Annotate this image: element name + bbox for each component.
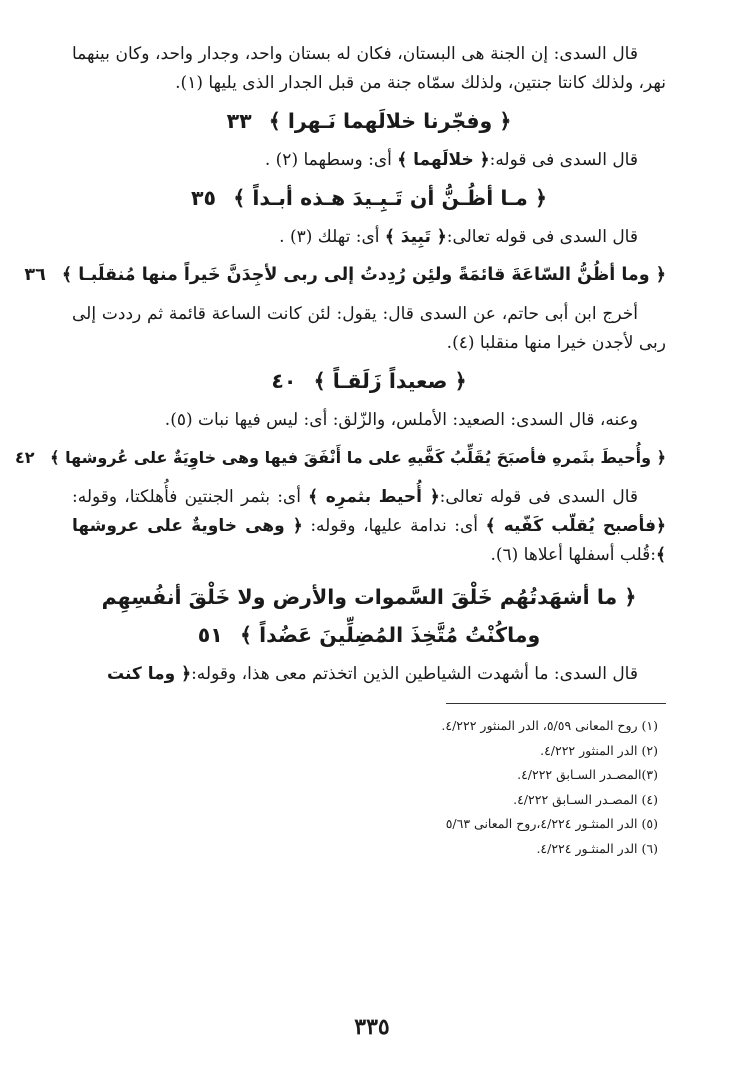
- quote: ﴿ وما كنت: [106, 664, 192, 684]
- text: أى: ندامة عليها، وقوله:: [302, 516, 486, 536]
- verse-number: ٤٢: [15, 448, 35, 467]
- verse-text: ﴿ وما أظُنُّ السّاعَةَ قائمَةً ولئِن رُدِدتُ إلى ربى لأجِدَنَّ خَيراً منها مُنقلَبـا ﴾: [61, 265, 666, 285]
- verse-number: ٣٦: [24, 265, 46, 285]
- verse-text: ﴿ مـا أظُـنُّ أن تَـبِـيدَ هـذه أبـداً ﴾: [233, 186, 547, 210]
- verse-33: [72, 104, 666, 138]
- paragraph-1: قال السدى: إن الجنة هى البستان، فكان له بستان واحد، وجدار واحد، وكان بينهما نهر، ولذلك كانتا جنتين، ولذلك سمّاه جنة من قبل الجدار الذى يليها (١).: [72, 44, 666, 93]
- text: أى: وسطهما (٢) .: [264, 150, 398, 170]
- paragraph-6: [72, 483, 666, 570]
- verse-36: [24, 258, 666, 292]
- quote: ﴿ خلالَهما ﴾: [397, 150, 490, 170]
- verse-number: ٣٥: [191, 186, 217, 210]
- verse-51-line-1: [72, 580, 666, 614]
- text: قال السدى فى قوله:: [489, 150, 638, 170]
- quote: ﴿ وهى خاويةٌ على عروشها ﴾: [72, 516, 666, 565]
- footnote-divider: [446, 703, 666, 704]
- quote: ﴿فأصبح يُقلّب كَفّيه ﴾: [485, 516, 666, 536]
- verse-text: ﴿ صعيداً زَلَقـاً ﴾: [313, 369, 467, 393]
- verse-text: ﴿ ما أشهَدتُهُم خَلْقَ السَّموات والأرض ولا خَلْقَ أنفُسِهِم: [101, 585, 637, 609]
- paragraph-5: وعنه، قال السدى: الصعيد: الأملس، والزّلق: أى: ليس فيها نبات (٥).: [164, 410, 638, 430]
- text: قال السدى فى قوله تعالى:: [446, 227, 638, 247]
- footnote-5: (٥) الدر المنثـور ٤/٢٢٤،روح المعانى ٥/٦٣: [445, 816, 658, 831]
- text: أى: تهلك (٣) .: [279, 227, 385, 247]
- text: قال السدى: ما أشهدت الشياطين الذين اتخذتم معى هذا، وقوله:: [191, 664, 638, 684]
- verse-number: ٥١: [197, 623, 223, 647]
- text: أى: بثمر الجنتين فأُهلكتا، وقوله:: [72, 487, 309, 507]
- footnotes: [72, 714, 666, 861]
- paragraph-2: [72, 146, 666, 175]
- paragraph-3: [72, 223, 666, 252]
- verse-number: ٤٠: [271, 369, 297, 393]
- text: :قُلب أسفلها أعلاها (٦).: [490, 545, 657, 565]
- verse-number: ٣٣: [226, 109, 252, 133]
- quote: ﴿ أُحيط بثمرِه ﴾: [308, 487, 440, 507]
- verse-35: [72, 181, 666, 215]
- page-number: ٣٣٥: [354, 1014, 390, 1040]
- footnote-2: (٢) الدر المنثور ٤/٢٢٢.: [540, 742, 658, 758]
- quote: ﴿ تَبِيدَ ﴾: [384, 227, 447, 247]
- footnote-4: (٤) المصـدر السـابق ٤/٢٢٢.: [513, 791, 658, 807]
- paragraph-4: أخرج ابن أبى حاتم، عن السدى قال: يقول: لئن كانت الساعة قائمة ثم رددت إلى ربى لأجدن خيرا منها منقلبا (٤).: [72, 304, 666, 353]
- verse-40: [72, 364, 666, 398]
- footnote-1: (١) روح المعانى ٥/٥٩، الدر المنثور ٤/٢٢٢.: [441, 718, 658, 733]
- verse-text: ﴿ وفجّرنا خلالَهما نَـهرا ﴾: [268, 109, 512, 133]
- paragraph-7: [72, 660, 666, 689]
- text: قال السدى فى قوله تعالى:: [439, 487, 639, 507]
- verse-51-line-2: [72, 618, 666, 652]
- footnote-3: (٣)المصـدر السـابق ٤/٢٢٢.: [517, 767, 658, 782]
- verse-42: [15, 441, 666, 475]
- footnote-6: (٦) الدر المنثـور ٤/٢٢٤.: [536, 840, 658, 856]
- verse-text: وماكُنْتُ مُتَّخِذَ المُضِلِّينَ عَضُداً ﴾: [239, 623, 541, 647]
- verse-text: ﴿ وأُحيطَ بثَمرهِ فأصبَحَ يُقَلِّبُ كَفَّيهِ على ما أَنْفَقَ فيها وهى خاوِيَةٌ على عُروشها ﴾: [50, 448, 666, 467]
